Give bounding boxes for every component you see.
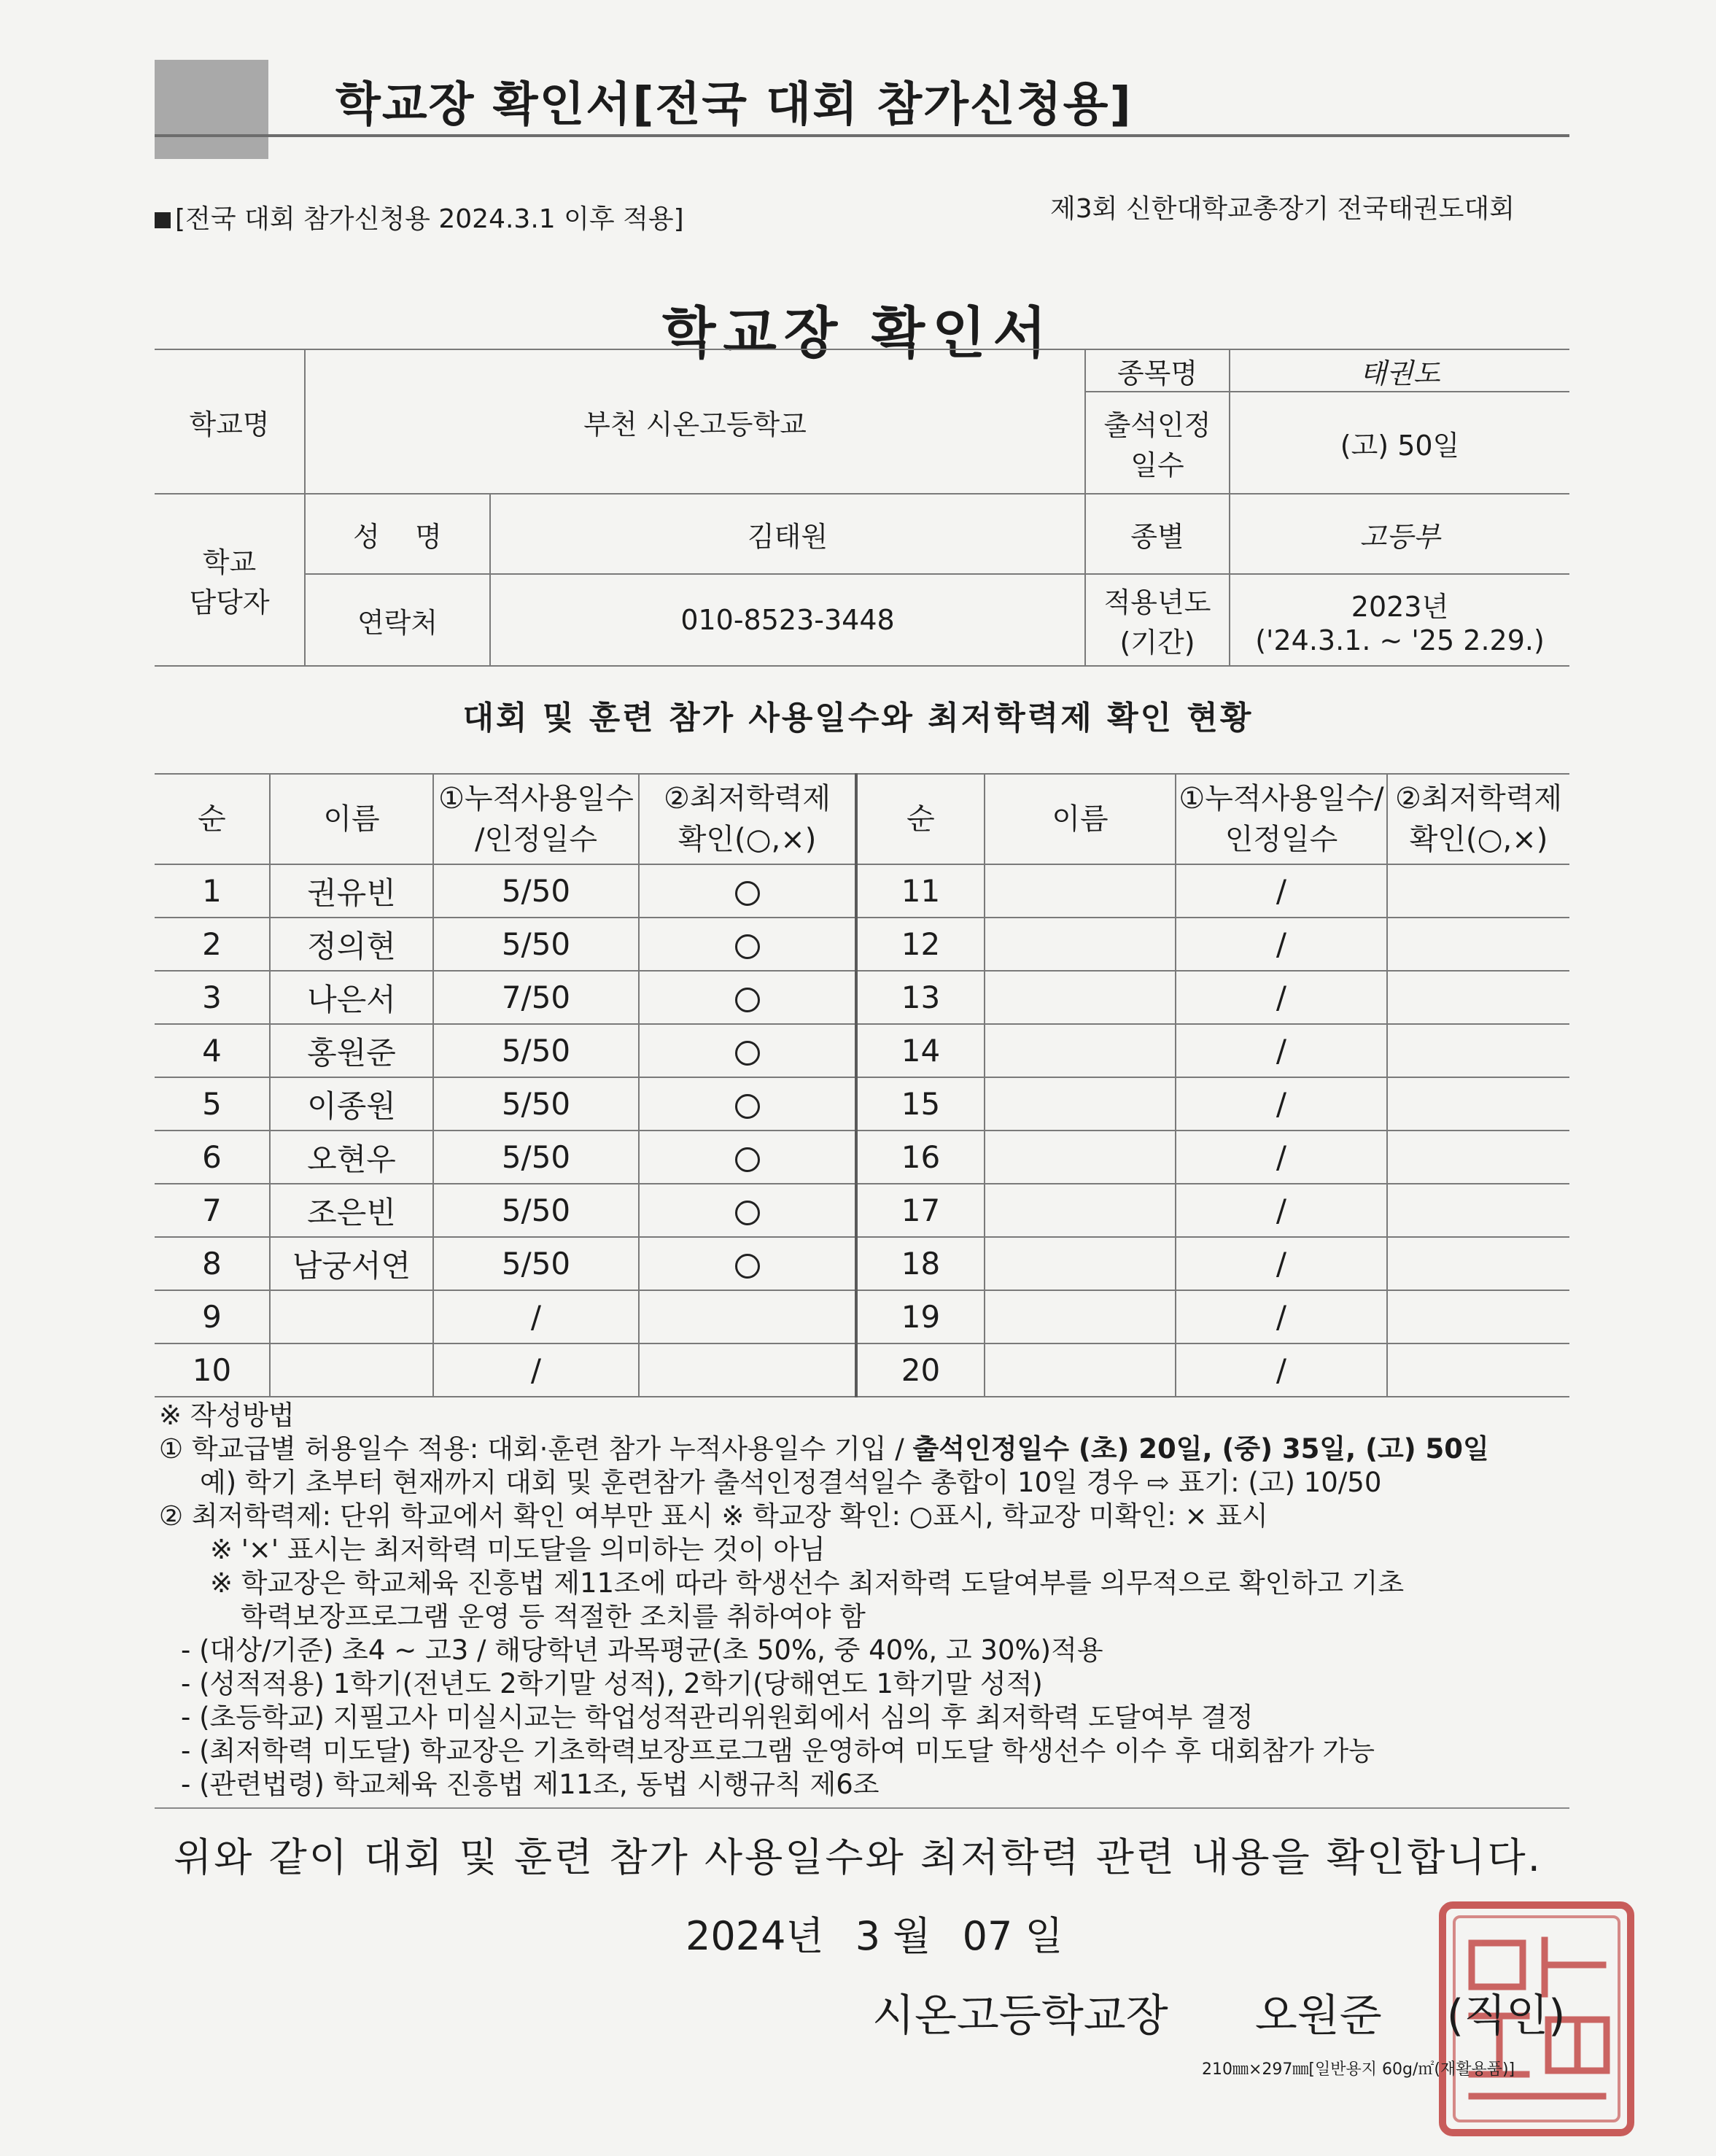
row-name-right [985, 1184, 1176, 1237]
circle-check-icon [735, 881, 760, 906]
row-no: 3 [155, 971, 270, 1024]
year-label [1085, 574, 1230, 666]
subhead-left [155, 198, 684, 236]
row-days-right: / [1176, 918, 1387, 971]
row-days-right: / [1176, 864, 1387, 918]
contact-label: 연락처 [305, 574, 490, 666]
header-days-line1: ①누적사용일수 [438, 782, 634, 815]
division-label: 종별 [1085, 494, 1230, 574]
row-name: 이종원 [270, 1077, 433, 1131]
row-no-right: 13 [856, 971, 985, 1024]
signer-title: 시온고등학교장 [872, 1990, 1168, 2041]
table-row [155, 1343, 1569, 1397]
attendance-label-line2: 일수 [1130, 449, 1184, 481]
row-days: / [433, 1290, 639, 1343]
row-days: 5/50 [433, 864, 639, 918]
header-no-right: 순 [856, 774, 985, 864]
row-no-right: 17 [856, 1184, 985, 1237]
note-1-bold: 출석인정일수 (초) 20일, (중) 35일, (고) 50일 [912, 1433, 1489, 1465]
circle-check-icon [735, 1254, 760, 1279]
row-no-right: 15 [856, 1077, 985, 1131]
signature-line [872, 1981, 1566, 2044]
date-year: 2024년 [686, 1913, 824, 1959]
competition-name: 제3회 신한대학교총장기 전국태권도대회 [1050, 194, 1515, 224]
row-days-right: / [1176, 971, 1387, 1024]
attendance-label-line1: 출석인정 [1103, 409, 1211, 441]
school-value: 부천 시온고등학교 [305, 349, 1085, 494]
header-no: 순 [155, 774, 270, 864]
row-check [639, 1343, 856, 1397]
row-name-right [985, 918, 1176, 971]
row-name: 조은빈 [270, 1184, 433, 1237]
row-name: 남궁서연 [270, 1237, 433, 1290]
row-check-right [1387, 1290, 1569, 1343]
note-2c: 학력보장프로그램 운영 등 적절한 조치를 취하여야 함 [241, 1601, 866, 1632]
row-check-right [1387, 1237, 1569, 1290]
circle-check-icon [735, 988, 760, 1012]
circle-check-icon [735, 1201, 760, 1225]
row-days-right: / [1176, 1184, 1387, 1237]
row-no-right: 14 [856, 1024, 985, 1077]
row-no-right: 11 [856, 864, 985, 918]
row-check-right [1387, 864, 1569, 918]
year-value-line2: ('24.3.1. ~ '25 2.29.) [1255, 624, 1545, 656]
event-label: 종목명 [1085, 349, 1230, 392]
row-days: 5/50 [433, 1024, 639, 1077]
row-check-right [1387, 1024, 1569, 1077]
row-no: 4 [155, 1024, 270, 1077]
name-value: 김태원 [490, 494, 1085, 574]
note-2a: ※ '×' 표시는 최저학력 미도달을 의미하는 것이 아님 [210, 1534, 826, 1565]
row-no-right: 12 [856, 918, 985, 971]
row-days: 5/50 [433, 1131, 639, 1184]
circle-check-icon [735, 1094, 760, 1119]
row-check [639, 1237, 856, 1290]
row-no: 5 [155, 1077, 270, 1131]
row-days-right: / [1176, 1290, 1387, 1343]
header-days-right [1176, 774, 1387, 864]
row-check-right [1387, 1184, 1569, 1237]
name-label [305, 494, 490, 574]
row-check-right [1387, 971, 1569, 1024]
note-d1: - (대상/기준) 초4 ~ 고3 / 해당학년 과목평균(초 50%, 중 40%, 고 30%)적용 [181, 1635, 1103, 1666]
note-2: ② 최저학력제: 단위 학교에서 확인 여부만 표시 ※ 학교장 확인: ○표시, 학교장 미확인: × 표시 [159, 1500, 1268, 1532]
header-days-right-line1: ①누적사용일수/ [1179, 782, 1384, 815]
row-days: 5/50 [433, 1184, 639, 1237]
row-name: 오현우 [270, 1131, 433, 1184]
header-check-right [1387, 774, 1569, 864]
header-check [639, 774, 856, 864]
row-check-right [1387, 1343, 1569, 1397]
row-check [639, 1290, 856, 1343]
table-row [155, 1077, 1569, 1131]
row-no: 7 [155, 1184, 270, 1237]
note-d4: - (최저학력 미도달) 학교장은 기초학력보장프로그램 운영하여 미도달 학생선수 이수 후 대회참가 가능 [181, 1735, 1375, 1767]
school-label: 학교명 [155, 349, 305, 494]
table-row [155, 1131, 1569, 1184]
table-row [155, 1184, 1569, 1237]
note-1 [159, 1432, 1574, 1466]
row-name-right [985, 1024, 1176, 1077]
main-title: 학교장 확인서 [662, 300, 1054, 365]
header-gray-block [155, 60, 268, 159]
circle-check-icon [735, 1041, 760, 1066]
table-row [155, 1024, 1569, 1077]
note-1-example: 예) 학기 초부터 현재까지 대회 및 훈련참가 출석인정결석일수 총합이 10일 경우 ⇨ 표기: (고) 10/50 [200, 1467, 1382, 1498]
row-name-right [985, 1237, 1176, 1290]
row-check [639, 1131, 856, 1184]
table-row [155, 1237, 1569, 1290]
black-square-icon [155, 212, 171, 228]
row-name: 정의현 [270, 918, 433, 971]
contact-value: 010-8523-3448 [490, 574, 1085, 666]
row-days-right: / [1176, 1131, 1387, 1184]
row-check-right [1387, 1131, 1569, 1184]
year-value [1230, 574, 1569, 666]
row-days: 5/50 [433, 1077, 639, 1131]
notes-divider [155, 1807, 1569, 1809]
table-row [155, 864, 1569, 918]
banner-title: 학교장 확인서[전국 대회 참가신청용] [335, 78, 1133, 132]
event-value: 태권도 [1230, 349, 1569, 392]
note-d3: - (초등학교) 지필고사 미실시교는 학업성적관리위원회에서 심의 후 최저학력 도달여부 결정 [181, 1702, 1254, 1733]
table-row [155, 971, 1569, 1024]
date-month: 3 월 [855, 1913, 931, 1959]
row-no-right: 18 [856, 1237, 985, 1290]
header-check-right-line1: ②최저학력제 [1394, 782, 1563, 815]
row-no: 2 [155, 918, 270, 971]
note-1-text: ① 학교급별 허용일수 적용: 대회·훈련 참가 누적사용일수 기입 / [159, 1433, 913, 1465]
year-value-line1: 2023년 [1351, 590, 1449, 623]
row-name [270, 1343, 433, 1397]
row-no: 6 [155, 1131, 270, 1184]
date-day: 07 일 [962, 1913, 1063, 1959]
row-no: 10 [155, 1343, 270, 1397]
name-label-text: 성 명 [353, 520, 442, 553]
header-check-line2: 확인(○,×) [678, 823, 817, 856]
row-check-right [1387, 918, 1569, 971]
row-no: 1 [155, 864, 270, 918]
table-row [155, 918, 1569, 971]
row-name: 홍원준 [270, 1024, 433, 1077]
row-check [639, 1077, 856, 1131]
roster-table [155, 773, 1569, 1397]
table-row [155, 1290, 1569, 1343]
notes-heading: ※ 작성방법 [159, 1400, 295, 1431]
row-days: 7/50 [433, 971, 639, 1024]
header-name: 이름 [270, 774, 433, 864]
header-name-right: 이름 [985, 774, 1176, 864]
row-no-right: 16 [856, 1131, 985, 1184]
header-days-line2: /인정일수 [474, 823, 598, 856]
confirmation-statement: 위와 같이 대회 및 훈련 참가 사용일수와 최저학력 관련 내용을 확인합니다. [174, 1834, 1542, 1880]
row-name-right [985, 1077, 1176, 1131]
row-days: / [433, 1343, 639, 1397]
row-name [270, 1290, 433, 1343]
attendance-label [1085, 392, 1230, 494]
roster-body [155, 864, 1569, 1397]
row-no: 8 [155, 1237, 270, 1290]
row-name-right [985, 1131, 1176, 1184]
row-days-right: / [1176, 1077, 1387, 1131]
row-name: 나은서 [270, 971, 433, 1024]
note-d2: - (성적적용) 1학기(전년도 2학기말 성적), 2학기(당해연도 1학기말 성적) [181, 1668, 1043, 1699]
row-name-right [985, 864, 1176, 918]
row-no-right: 19 [856, 1290, 985, 1343]
subhead-left-text: [전국 대회 참가신청용 2024.3.1 이후 적용] [175, 204, 684, 234]
division-value: 고등부 [1230, 494, 1569, 574]
row-no: 9 [155, 1290, 270, 1343]
row-no-right: 20 [856, 1343, 985, 1397]
row-name: 권유빈 [270, 864, 433, 918]
issue-date [686, 1905, 1082, 1961]
row-check [639, 1184, 856, 1237]
row-days-right: / [1176, 1237, 1387, 1290]
year-label-line1: 적용년도 [1103, 586, 1211, 619]
manager-label [155, 494, 305, 666]
header-days [433, 774, 639, 864]
header-days-right-line2: 인정일수 [1224, 823, 1338, 856]
row-check-right [1387, 1077, 1569, 1131]
note-d5: - (관련법령) 학교체육 진흥법 제11조, 동법 시행규칙 제6조 [181, 1769, 880, 1800]
signer-name: 오원준 [1254, 1990, 1382, 2041]
row-days: 5/50 [433, 918, 639, 971]
row-name-right [985, 971, 1176, 1024]
row-check [639, 971, 856, 1024]
row-check [639, 918, 856, 971]
row-name-right [985, 1290, 1176, 1343]
row-check [639, 864, 856, 918]
seal-mark: (직인) [1446, 1990, 1566, 2041]
header-check-right-line2: 확인(○,×) [1409, 823, 1548, 856]
paper-spec: 210㎜×297㎜[일반용지 60g/㎡(재활용품)] [1202, 2060, 1515, 2079]
info-table [155, 349, 1569, 667]
row-days-right: / [1176, 1343, 1387, 1397]
section-title: 대회 및 훈련 참가 사용일수와 최저학력제 확인 현황 [462, 699, 1254, 737]
manager-label-line2: 담당자 [189, 586, 270, 619]
header-check-line1: ②최저학력제 [663, 782, 831, 815]
row-name-right [985, 1343, 1176, 1397]
circle-check-icon [735, 934, 760, 959]
note-2b: ※ 학교장은 학교체육 진흥법 제11조에 따라 학생선수 최저학력 도달여부를 의무적으로 확인하고 기초 [210, 1567, 1405, 1599]
circle-check-icon [735, 1147, 760, 1172]
row-check [639, 1024, 856, 1077]
writing-instructions [159, 1399, 1574, 1802]
row-days-right: / [1176, 1024, 1387, 1077]
header-rule [155, 134, 1569, 137]
attendance-value: (고) 50일 [1230, 392, 1569, 494]
row-days: 5/50 [433, 1237, 639, 1290]
manager-label-line1: 학교 [202, 546, 257, 578]
year-label-line2: (기간) [1119, 627, 1195, 659]
